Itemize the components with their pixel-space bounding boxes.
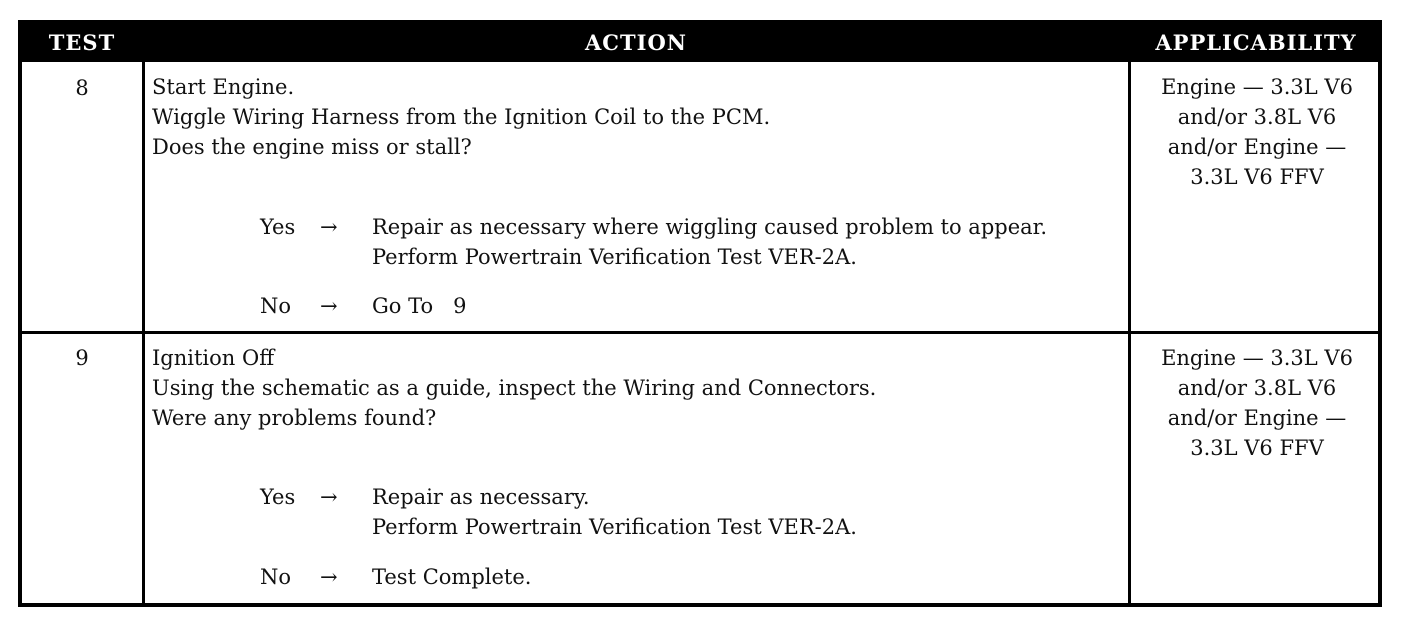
answer-key: Yes	[260, 485, 296, 509]
action-text	[152, 72, 770, 162]
answer-yes	[22, 212, 1122, 272]
applicability-line: Engine — 3.3L V6	[1161, 75, 1353, 99]
applicability-line: and/or Engine —	[1167, 406, 1347, 430]
action-line: Does the engine miss or stall?	[152, 135, 472, 159]
applicability-line: and/or 3.8L V6	[1177, 105, 1337, 129]
answer-yes	[22, 482, 1122, 542]
action-text	[152, 343, 876, 433]
arrow-icon: →	[320, 294, 338, 318]
action-line: Wiggle Wiring Harness from the Ignition Coil to the PCM.	[152, 105, 771, 129]
arrow-icon: →	[320, 565, 338, 589]
answer-no	[22, 562, 1122, 592]
applicability-text	[1132, 72, 1382, 192]
answer-line: Perform Powertrain Verification Test VER-2A.	[372, 245, 857, 269]
answer-line: Perform Powertrain Verification Test VER-2A.	[372, 515, 857, 539]
arrow-icon: →	[320, 215, 338, 239]
header-test: TEST	[48, 30, 116, 55]
answer-line: Go To 9	[372, 294, 467, 318]
answer-line: Test Complete.	[372, 565, 532, 589]
arrow-icon: →	[320, 485, 338, 509]
table-header	[22, 24, 1378, 62]
answer-key: Yes	[260, 215, 296, 239]
action-line: Start Engine.	[152, 75, 295, 99]
answer-line: Repair as necessary.	[372, 485, 590, 509]
answer-no	[22, 291, 1122, 321]
answer-line: Repair as necessary where wiggling caused problem to appear.	[372, 215, 1048, 239]
test-number: 8	[75, 76, 89, 100]
applicability-line: and/or 3.8L V6	[1177, 376, 1337, 400]
row-divider	[22, 331, 1378, 334]
action-line: Were any problems found?	[152, 406, 437, 430]
header-action: ACTION	[585, 30, 687, 55]
applicability-line: and/or Engine —	[1167, 135, 1347, 159]
test-number: 9	[75, 346, 89, 370]
diagnostic-test-table	[18, 20, 1382, 607]
action-line: Ignition Off	[152, 346, 275, 370]
header-applicability: APPLICABILITY	[1155, 30, 1357, 55]
applicability-line: 3.3L V6 FFV	[1190, 165, 1324, 189]
applicability-text	[1132, 343, 1382, 463]
applicability-line: 3.3L V6 FFV	[1190, 436, 1324, 460]
answer-key: No	[260, 565, 292, 589]
answer-key: No	[260, 294, 292, 318]
action-line: Using the schematic as a guide, inspect the Wiring and Connectors.	[152, 376, 877, 400]
applicability-line: Engine — 3.3L V6	[1161, 346, 1353, 370]
